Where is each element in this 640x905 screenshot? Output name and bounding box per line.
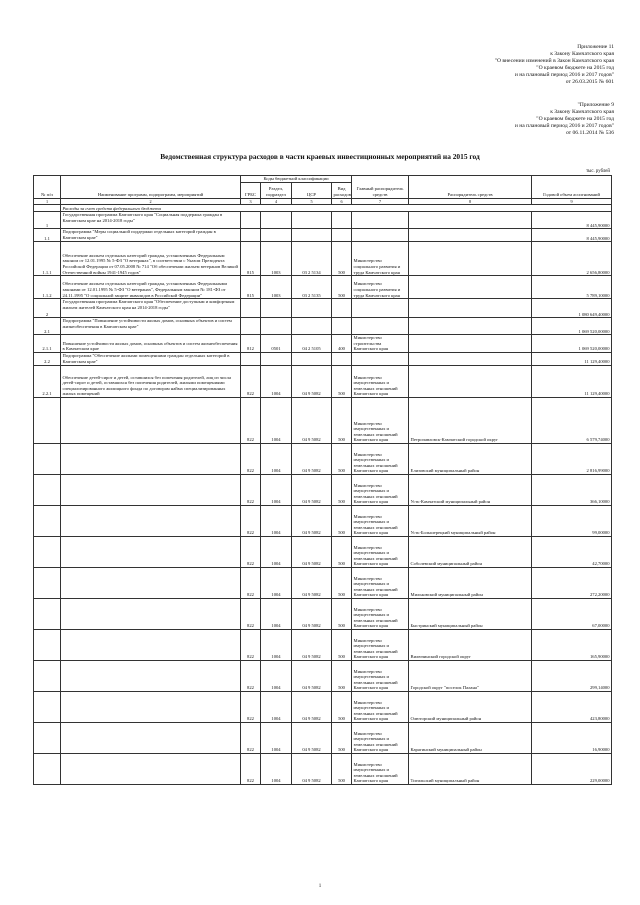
row-vr: 500 [332,397,352,443]
row-vr [332,352,352,365]
table-row [34,753,612,784]
row-vr: 500 [332,474,352,505]
row-num: 1.1.1 [34,242,61,276]
row-vr: 400 [332,335,352,353]
row-manager [409,212,532,229]
row-amount: 1 080 649,40000 [532,299,612,318]
row-name [61,629,241,660]
row-manager: Карагинский муниципальный район [409,722,532,753]
table-row [34,318,612,335]
document-title: Ведомственная структура расходов в части краевых инвестиционных мероприятий на 2015 год [160,152,480,161]
row-main-manager: Министерство строительства Камчатского края [352,335,409,353]
row-vr: 500 [332,598,352,629]
column-number: 9 [532,198,612,205]
row-vr: 500 [332,691,352,722]
row-main-manager: Министерство социального развития и труда Камчатского края [352,276,409,299]
row-name: Государственная программа Камчатского края "Обеспечение доступным и комфортным жильем жителей Камчатского края на 2014-2018 годы" [61,299,241,318]
row-manager [409,229,532,242]
appendix-header-1 [495,44,614,87]
row-num: 2.1.1 [34,335,61,353]
row-amount: 5 789,10000 [532,276,612,299]
table-row [34,212,612,229]
row-main-manager: Министерство имущественных и земельных отношений Камчатского края [352,598,409,629]
header-line: и на плановый период 2016 и 2017 годов" [514,72,614,79]
row-csr [292,299,332,318]
row-csr: 04 9 5082 [292,629,332,660]
row-vr: 500 [332,536,352,567]
row-csr [292,212,332,229]
row-section: 1004 [261,691,292,722]
row-vr: 500 [332,242,352,276]
row-main-manager [352,299,409,318]
appendix-header-2 [515,102,614,137]
table-row [34,536,612,567]
row-manager [409,242,532,276]
row-main-manager: Министерство имущественных и земельных отношений Камчатского края [352,397,409,443]
row-main-manager: Министерство имущественных и земельных отношений Камчатского края [352,722,409,753]
row-csr: 04 9 5082 [292,365,332,397]
row-amount: 165,90000 [532,629,612,660]
row-name [61,598,241,629]
row-name: Государственная программа Камчатского края "Социальная поддержка граждан в Камчатском крае на 2014-2018 годы" [61,212,241,229]
section-row [34,205,612,212]
column-number: 8 [409,198,532,205]
header-line: "О внесении изменений в Закон Камчатского края [494,58,614,65]
row-section: 1004 [261,443,292,474]
row-manager: Усть-Большерецкий муниципальный район [409,505,532,536]
row-csr: 04 9 5082 [292,691,332,722]
row-main-manager: Министерство имущественных и земельных отношений Камчатского края [352,474,409,505]
row-grbs: 812 [241,335,261,353]
row-num: 2.2 [34,352,61,365]
row-amount: 11 129,40000 [532,352,612,365]
row-csr: 04 9 5082 [292,397,332,443]
row-main-manager [352,318,409,335]
section-row-label: Расходы за счет средств федерального бюджета [61,205,612,212]
row-amount: 423,80000 [532,691,612,722]
row-name [61,474,241,505]
row-manager: Мильковский муниципальный район [409,567,532,598]
row-amount: 1 069 520,00000 [532,335,612,353]
row-amount: 16,90000 [532,722,612,753]
row-section: 1004 [261,722,292,753]
row-vr: 500 [332,567,352,598]
header-line: "Приложение 9 [577,102,614,108]
units-label: тыс. рублей [586,169,610,174]
row-csr: 04 9 5082 [292,443,332,474]
col-header-grbs: ГРБС [241,182,261,198]
row-section: 1004 [261,397,292,443]
row-main-manager: Министерство имущественных и земельных отношений Камчатского края [352,691,409,722]
col-header-section: Раздел, подраздел [261,182,292,198]
row-grbs [241,212,261,229]
header-line: "О краевом бюджете на 2015 год [536,65,614,72]
row-main-manager: Министерство имущественных и земельных отношений Камчатского края [352,365,409,397]
row-manager [409,352,532,365]
row-section [261,299,292,318]
row-grbs: 822 [241,443,261,474]
row-main-manager: Министерство имущественных и земельных отношений Камчатского края [352,660,409,691]
row-manager: Вилючинский городской округ [409,629,532,660]
table-row [34,335,612,353]
row-grbs [241,352,261,365]
row-section: 1004 [261,365,292,397]
row-num [34,598,61,629]
row-csr: 04 9 5082 [292,660,332,691]
row-vr [332,318,352,335]
row-main-manager: Министерство имущественных и земельных отношений Камчатского края [352,629,409,660]
row-vr [332,229,352,242]
column-number: 2 [61,198,241,205]
section-row-num [34,205,61,212]
row-main-manager [352,212,409,229]
row-name [61,536,241,567]
table-row [34,242,612,276]
row-section: 1004 [261,474,292,505]
row-name: Обеспечение детей-сирот и детей, оставшихся без попечения родителей, лиц из числа детей-сирот и детей, оставшихся без попечения родителей, жилыми помещениями специализированного жилищного фонда по договорам найма специализированных жилых помещений [61,365,241,397]
row-grbs: 815 [241,242,261,276]
column-number: 1 [34,198,61,205]
row-grbs: 822 [241,691,261,722]
row-num: 2.1 [34,318,61,335]
table-row [34,299,612,318]
expenditure-table [33,175,612,785]
row-num [34,567,61,598]
row-section: 1004 [261,598,292,629]
row-grbs: 822 [241,567,261,598]
row-amount: 99,00000 [532,505,612,536]
table-row [34,352,612,365]
row-section [261,352,292,365]
row-name: Обеспечение жильем отдельных категорий граждан, установленных Федеральными законами от 12.01.1995 № 5-ФЗ "О ветеранах", Федеральным законом № 181-ФЗ от 24.11.1995 "О социальной защите инвалидов в Российской Федерации" [61,276,241,299]
row-grbs: 822 [241,660,261,691]
row-amount: 366,10000 [532,474,612,505]
row-manager: Тигильский муниципальный район [409,753,532,784]
row-main-manager: Министерство имущественных и земельных отношений Камчатского края [352,443,409,474]
row-manager: Усть-Камчатский муниципальный район [409,474,532,505]
row-section: 1004 [261,753,292,784]
row-num [34,753,61,784]
col-header-vr: Вид расходов [332,182,352,198]
row-section: 1004 [261,505,292,536]
header-line: Приложение 11 [577,44,614,50]
row-amount: 272,20000 [532,567,612,598]
row-section [261,318,292,335]
row-csr [292,229,332,242]
row-name [61,722,241,753]
row-name: Повышение устойчивости жилых домов, основных объектов и систем жизнеобеспечения в Камчатском крае [61,335,241,353]
row-amount: 2 656,80000 [532,242,612,276]
column-number: 4 [261,198,292,205]
col-header-manager: Распорядитель средств [409,176,532,199]
row-manager [409,335,532,353]
table-row [34,474,612,505]
table-row [34,629,612,660]
row-grbs: 822 [241,629,261,660]
row-amount: 8 445,90000 [532,229,612,242]
row-num [34,691,61,722]
row-main-manager: Министерство имущественных и земельных отношений Камчатского края [352,505,409,536]
row-grbs [241,229,261,242]
row-amount: 299,14000 [532,660,612,691]
table-row [34,365,612,397]
row-grbs: 822 [241,365,261,397]
col-header-main-manager: Главный распорядитель средств [352,176,409,199]
row-main-manager: Министерство имущественных и земельных отношений Камчатского края [352,753,409,784]
row-grbs: 815 [241,276,261,299]
row-vr: 500 [332,629,352,660]
row-name [61,397,241,443]
row-name [61,505,241,536]
header-line: от 26.03.2015 № 601 [565,79,614,86]
table-row [34,598,612,629]
row-section: 1004 [261,536,292,567]
row-num [34,505,61,536]
row-num: 1.1 [34,229,61,242]
row-amount: 11 129,40000 [532,365,612,397]
row-amount: 6 579,74000 [532,397,612,443]
row-amount: 42,70000 [532,536,612,567]
header-line: и на плановый период 2016 и 2017 годов" [514,123,614,130]
row-num: 2 [34,299,61,318]
row-csr: 04 9 5082 [292,567,332,598]
row-name: Подпрограмма "Повышение устойчивости жилых домов, основных объектов и систем жизнеобеспечения в Камчатском крае" [61,318,241,335]
row-section: 1004 [261,629,292,660]
column-number: 5 [292,198,332,205]
row-csr [292,318,332,335]
row-amount: 8 445,90000 [532,212,612,229]
col-header-codes-group: Коды бюджетной классификации [241,176,352,183]
col-header-name: Наименование программ, подпрограмм, мероприятий [61,176,241,199]
row-name [61,753,241,784]
col-header-num: № п/п [34,176,61,199]
row-manager [409,318,532,335]
row-vr: 500 [332,505,352,536]
row-grbs: 822 [241,397,261,443]
row-amount: 229,00000 [532,753,612,784]
table-row [34,722,612,753]
table-row [34,567,612,598]
row-num [34,443,61,474]
row-csr: 03 2 5134 [292,242,332,276]
row-name: Обеспечение жильем отдельных категорий граждан, установленных Федеральным законом от 12.01.1995 № 5-ФЗ "О ветеранах", в соответствии с Указом Президента Российской Федерации от 07.05.2008 № 714 "Об обеспечении жильем ветеранов Великой Отечественной войны 1941-1945 годов" [61,242,241,276]
row-manager: Быстринский муниципальный район [409,598,532,629]
table-row [34,660,612,691]
column-numbers-row [34,198,612,205]
row-num [34,629,61,660]
header-line: к Закону Камчатского края [550,51,614,58]
row-vr: 500 [332,660,352,691]
row-csr: 04 9 5082 [292,536,332,567]
row-amount: 1 069 520,00000 [532,318,612,335]
row-manager: Соболевский муниципальный район [409,536,532,567]
row-num [34,660,61,691]
row-csr: 04 9 5082 [292,753,332,784]
row-section: 1003 [261,276,292,299]
row-csr: 03 2 5135 [292,276,332,299]
row-name: Подпрограмма "Обеспечение жилыми помещениями граждан отдельных категорий в Камчатском крае" [61,352,241,365]
row-name [61,691,241,722]
row-csr: 04 9 5082 [292,474,332,505]
row-section: 0501 [261,335,292,353]
col-header-csr: ЦСР [292,182,332,198]
column-number: 6 [332,198,352,205]
table-row [34,276,612,299]
row-name [61,660,241,691]
column-number: 7 [352,198,409,205]
row-main-manager [352,229,409,242]
row-vr: 500 [332,276,352,299]
row-csr: 04 9 5082 [292,722,332,753]
row-section [261,229,292,242]
row-grbs: 822 [241,505,261,536]
row-section: 1004 [261,567,292,598]
row-vr: 500 [332,443,352,474]
row-section: 1004 [261,660,292,691]
row-grbs [241,318,261,335]
table-row [34,443,612,474]
row-manager: Олюторский муниципальный район [409,691,532,722]
row-amount: 67,00000 [532,598,612,629]
row-manager: Городской округ "поселок Палана" [409,660,532,691]
row-manager: Елизовский муниципальный район [409,443,532,474]
row-manager: Петропавловск-Камчатский городской округ [409,397,532,443]
row-grbs [241,299,261,318]
row-section [261,212,292,229]
row-main-manager: Министерство имущественных и земельных отношений Камчатского края [352,536,409,567]
header-line: "О краевом бюджете на 2015 год [536,116,614,123]
row-vr: 500 [332,365,352,397]
row-amount: 2 816,99000 [532,443,612,474]
row-section: 1003 [261,242,292,276]
row-num: 1 [34,212,61,229]
row-num [34,397,61,443]
row-name [61,567,241,598]
row-vr [332,299,352,318]
table-row [34,505,612,536]
header-line: к Закону Камчатского края [550,109,614,116]
row-vr [332,212,352,229]
row-grbs: 822 [241,722,261,753]
row-num [34,722,61,753]
row-manager [409,299,532,318]
row-csr: 04 9 5082 [292,505,332,536]
row-manager [409,365,532,397]
column-number: 3 [241,198,261,205]
row-grbs: 822 [241,474,261,505]
row-name: Подпрограмма "Меры социальной поддержки отдельных категорий граждан в Камчатском крае" [61,229,241,242]
row-csr: 04 2 5105 [292,335,332,353]
row-num: 1.1.2 [34,276,61,299]
row-num: 2.2.1 [34,365,61,397]
row-main-manager: Министерство имущественных и земельных отношений Камчатского края [352,567,409,598]
row-vr: 500 [332,753,352,784]
header-line: от 06.11.2014 № 536 [565,130,614,137]
col-header-volume: Годовой объем ассигнований [532,176,612,199]
row-main-manager [352,352,409,365]
table-row [34,691,612,722]
row-csr [292,352,332,365]
table-row [34,397,612,443]
table-row [34,229,612,242]
row-grbs: 822 [241,536,261,567]
row-main-manager: Министерство социального развития и труда Камчатского края [352,242,409,276]
page-number: 1 [318,884,322,889]
row-manager [409,276,532,299]
row-num [34,474,61,505]
row-name [61,443,241,474]
row-num [34,536,61,567]
row-csr: 04 9 5082 [292,598,332,629]
row-grbs: 822 [241,753,261,784]
row-vr: 500 [332,722,352,753]
row-grbs: 822 [241,598,261,629]
